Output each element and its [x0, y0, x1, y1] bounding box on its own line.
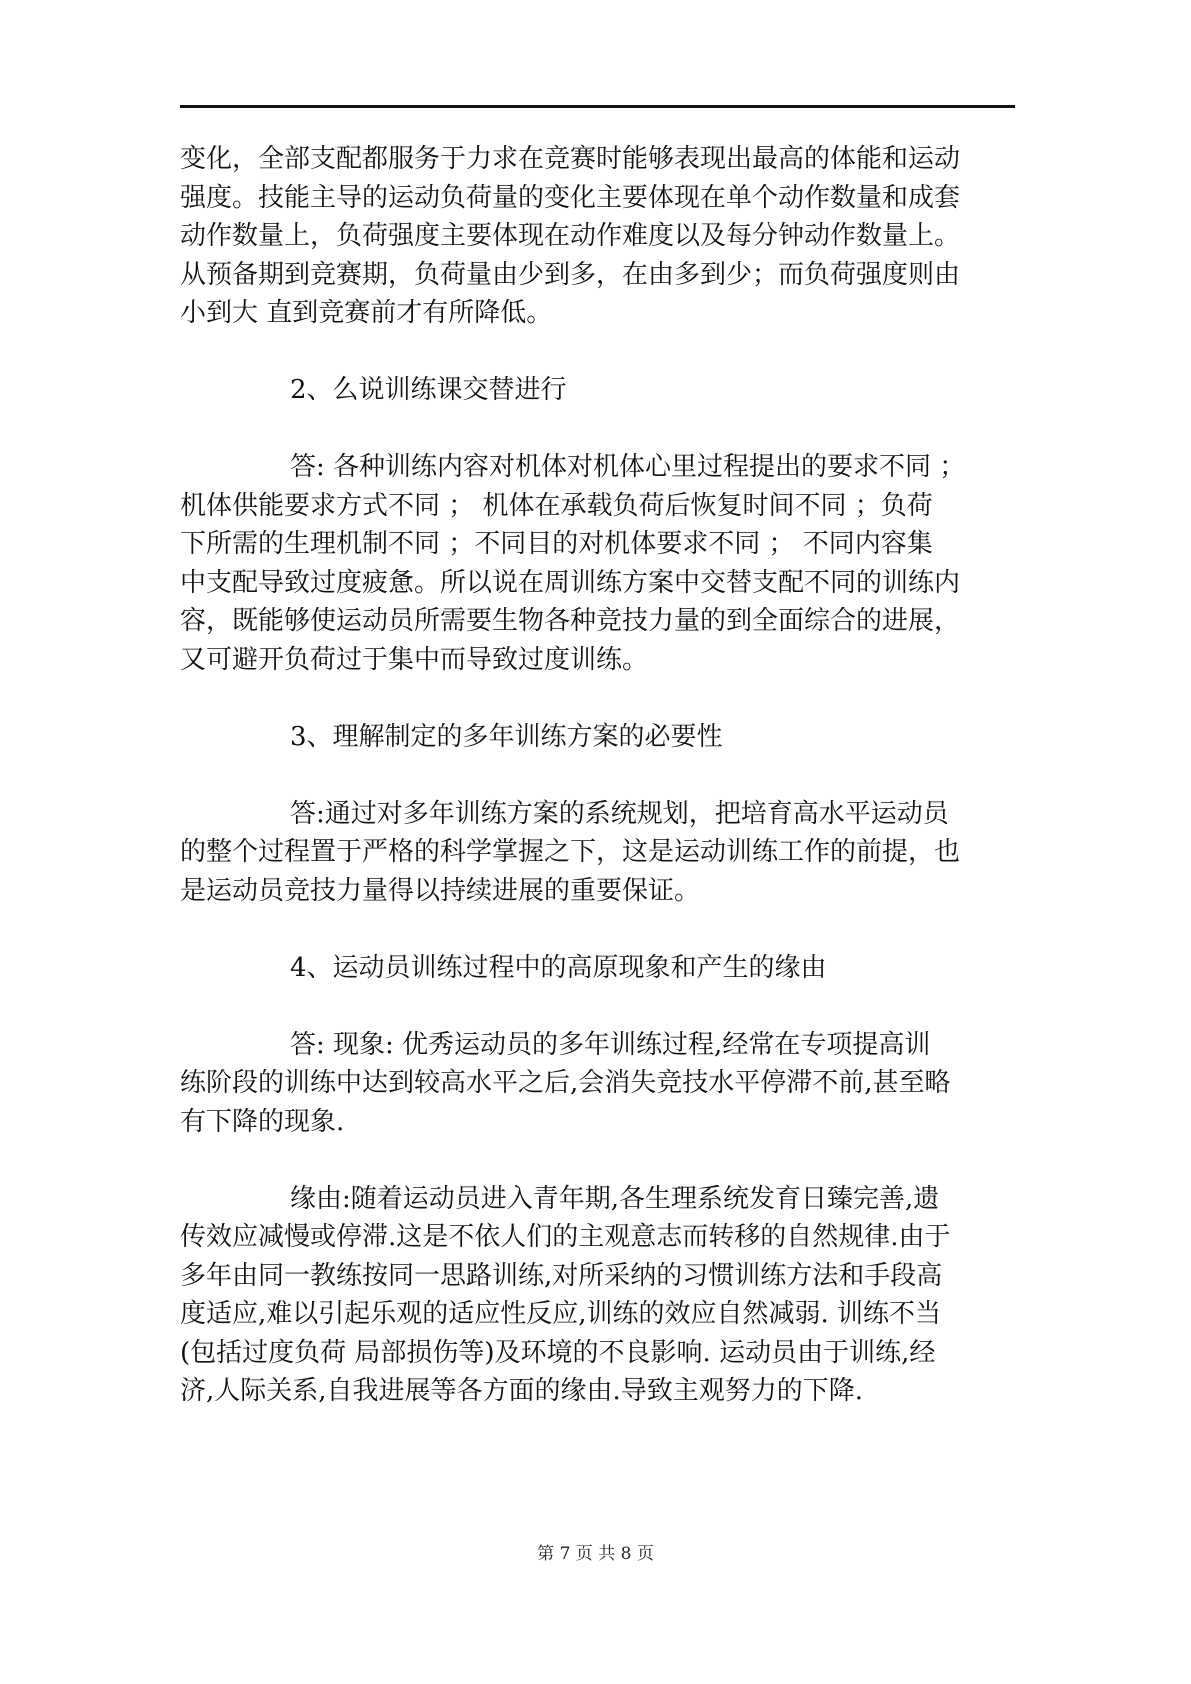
question-heading-4 [180, 949, 1015, 988]
text-line: 机体供能要求方式不同 ； 机体在承载负荷后恢复时间不同 ；负荷 [180, 490, 933, 521]
paragraph-gap [180, 756, 1015, 795]
text-line: 济,人际关系,自我进展等各方面的缘由.导致主观努力的下降. [180, 1376, 864, 1406]
answer-paragraph-4a [180, 1026, 1015, 1142]
text-line: 多年由同一教练按同一思路训练,对所采纳的习惯训练方法和手段高 [180, 1260, 943, 1291]
question-heading-3 [180, 718, 1015, 757]
paragraph-gap [180, 987, 1015, 1026]
answer-paragraph-3 [180, 795, 1015, 911]
paragraph-gap [180, 1141, 1015, 1180]
answer-paragraph-2 [180, 448, 1015, 679]
header-rule [180, 105, 1015, 108]
text-line: 动作数量上，负荷强度主要体现在动作难度以及每分钟动作数量上。 [180, 221, 961, 251]
paragraph-gap [180, 910, 1015, 949]
paragraph-gap [180, 333, 1015, 372]
text-line: 中支配导致过度疲惫。所以说在周训练方案中交替支配不同的训练内 [180, 567, 961, 598]
text-line: 的整个过程置于严格的科学掌握之下，这是运动训练工作的前提，也 [180, 837, 961, 867]
text-line: 度适应,难以引起乐观的适应性反应,训练的效应自然减弱. 训练不当 [180, 1299, 942, 1329]
question-title: 2、么说训练课交替进行 [290, 375, 567, 405]
text-line: 又可避开负荷过于集中而导致过度训练。 [180, 644, 649, 675]
page-number-footer: 第 7 页 共 8 页 [537, 1544, 654, 1564]
document-body [180, 140, 1015, 1411]
paragraph-continuation [180, 140, 1015, 333]
text-line: 小到大 直到竞赛前才有所降低。 [180, 298, 553, 328]
paragraph-gap [180, 679, 1015, 718]
text-line: (包括过度负荷 局部损伤等)及环境的不良影响. 运动员由于训练,经 [180, 1337, 936, 1368]
paragraph-gap [180, 410, 1015, 449]
text-line: 强度。技能主导的运动负荷量的变化主要体现在单个动作数量和成套 [180, 182, 961, 213]
text-line: 答: 各种训练内容对机体对机体心里过程提出的要求不同 ； [290, 452, 966, 482]
answer-paragraph-4b [180, 1180, 1015, 1411]
text-line: 有下降的现象. [180, 1106, 345, 1137]
question-title: 3、理解制定的多年训练方案的必要性 [290, 721, 723, 752]
text-line: 缘由:随着运动员进入青年期,各生理系统发育日臻完善,遗 [290, 1183, 940, 1214]
text-line: 下所需的生理机制不同 ；不同目的对机体要求不同 ； 不同内容集 [180, 529, 933, 559]
text-line: 答:通过对多年训练方案的系统规划，把培育高水平运动员 [290, 798, 949, 829]
text-line: 是运动员竞技力量得以持续进展的重要保证。 [180, 875, 701, 906]
text-line: 答: 现象: 优秀运动员的多年训练过程,经常在专项提高训 [290, 1029, 931, 1060]
text-line: 从预备期到竞赛期，负荷量由少到多，在由多到少；而负荷强度则由 [180, 259, 961, 290]
question-heading-2 [180, 371, 1015, 410]
text-line: 传效应减慢或停滞.这是不依人们的主观意志而转移的自然规律.由于 [180, 1222, 951, 1252]
text-line: 变化，全部支配都服务于力求在竞赛时能够表现出最高的体能和运动 [180, 144, 961, 174]
question-title: 4、运动员训练过程中的高原现象和产生的缘由 [290, 952, 827, 983]
text-line: 练阶段的训练中达到较高水平之后,会消失竞技水平停滞不前,甚至略 [180, 1068, 951, 1098]
text-line: 容，既能够使运动员所需要生物各种竞技力量的到全面综合的进展， [180, 606, 961, 636]
